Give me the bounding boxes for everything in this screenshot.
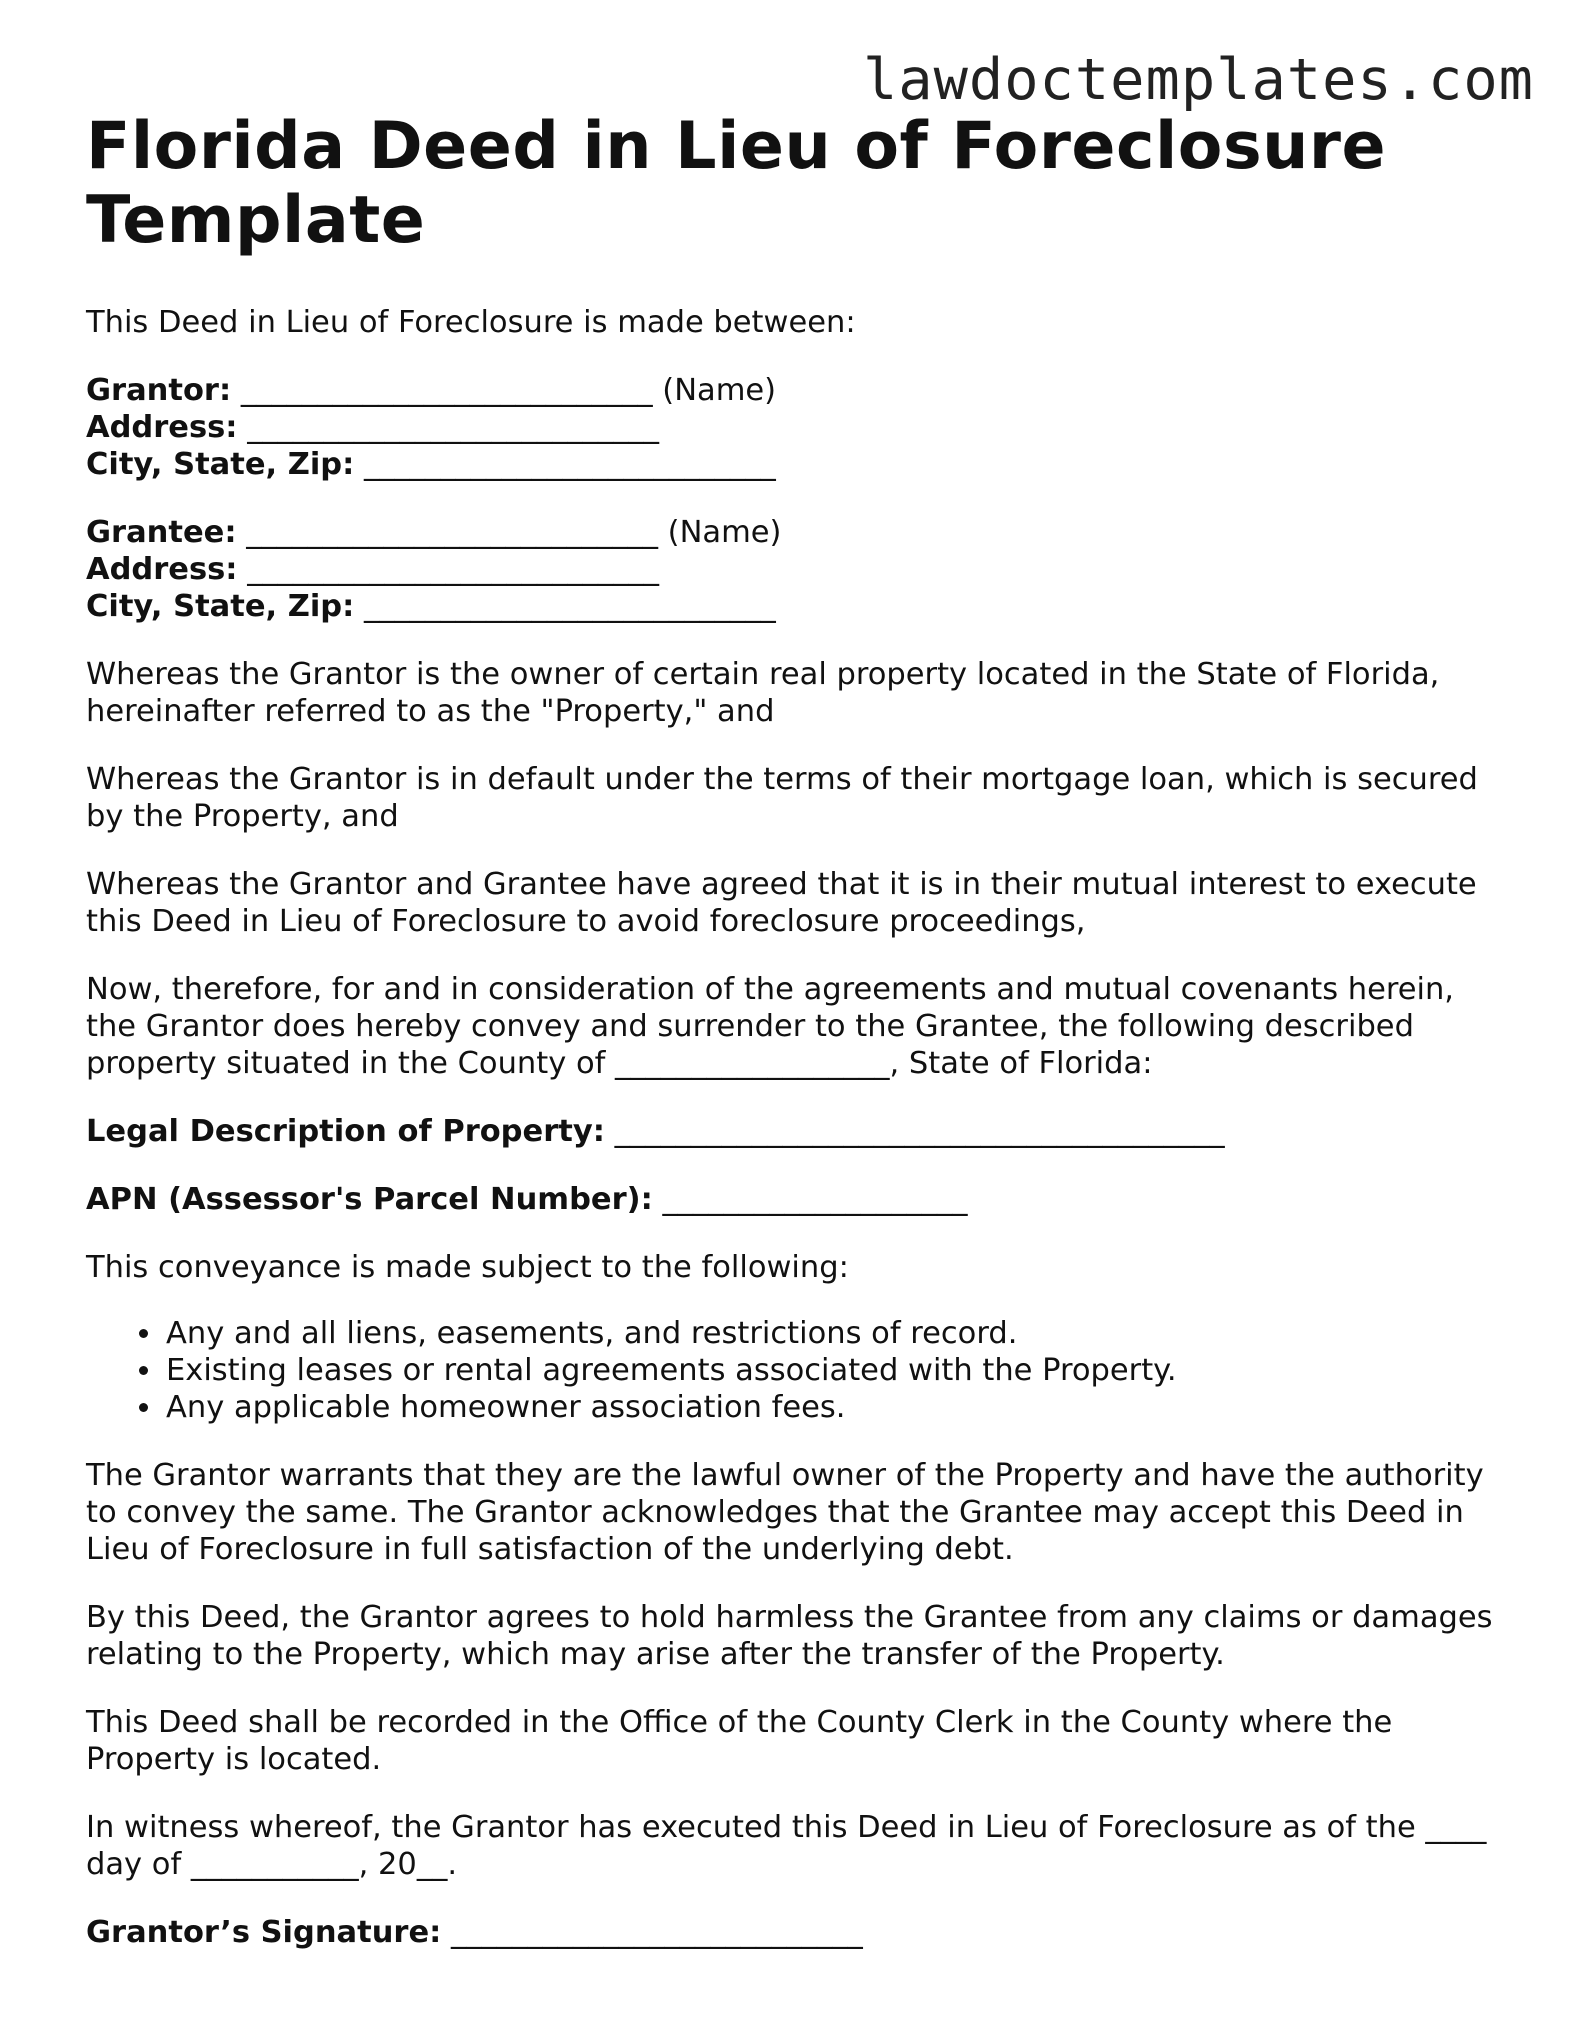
legal-description-label: Legal Description of Property: <box>86 1114 605 1149</box>
watermark-site-name: lawdoctemplates.com <box>862 47 1534 113</box>
apn-blank: ____________________ <box>652 1182 968 1217</box>
hold-harmless-paragraph: By this Deed, the Grantor agrees to hold harmless the Grantee from any claims or damages relating to the Property, which may arise after the transfer of the Property. <box>86 1600 1493 1672</box>
list-item: • Any and all liens, easements, and restrictions of record. <box>164 1315 1496 1352</box>
grantor-block <box>86 372 1496 483</box>
grantor-name-line <box>86 372 1496 409</box>
apn-line <box>86 1181 1496 1218</box>
list-item: • Any applicable homeowner association fees. <box>164 1389 1496 1426</box>
list-item: • Existing leases or rental agreements associated with the Property. <box>164 1352 1496 1389</box>
grantor-csz-line <box>86 446 1496 483</box>
legal-description-blank: ________________________________________ <box>604 1114 1225 1149</box>
signature-label: Grantor’s Signature: <box>86 1915 442 1950</box>
grantee-address-line <box>86 551 1496 588</box>
recording-paragraph: This Deed shall be recorded in the Office of the County Clerk in the County where the Property is located. <box>86 1705 1393 1777</box>
whereas-paragraph-2: Whereas the Grantor is in default under the terms of their mortgage loan, which is secured by the Property, and <box>86 762 1478 834</box>
whereas-paragraph-3: Whereas the Grantor and Grantee have agreed that it is in their mutual interest to execute this Deed in Lieu of Foreclosure to avoid foreclosure proceedings, <box>86 867 1477 939</box>
grantor-address-line <box>86 409 1496 446</box>
grantee-csz-blank: ___________________________ <box>354 589 776 624</box>
signature-blank: ___________________________ <box>441 1915 863 1950</box>
grantee-block <box>86 514 1496 625</box>
grantor-name-label: Grantor: <box>86 373 232 408</box>
witness-paragraph: In witness whereof, the Grantor has executed this Deed in Lieu of Foreclosure as of the ____ day of ___________, 20__. <box>86 1810 1487 1882</box>
grantor-csz-label: City, State, Zip: <box>86 447 355 482</box>
warranty-paragraph: The Grantor warrants that they are the lawful owner of the Property and have the authority to convey the same. The Grantor acknowledges that the Grantee may accept this Deed in Lieu of Foreclosure in full satisfaction of the underlying debt. <box>86 1458 1484 1567</box>
grantor-address-blank: ___________________________ <box>237 410 659 445</box>
grantor-name-blank: ___________________________ (Name) <box>231 373 777 408</box>
grantee-address-blank: ___________________________ <box>237 552 659 587</box>
subject-to-intro: This conveyance is made subject to the following: <box>86 1250 849 1285</box>
conveyance-paragraph: Now, therefore, for and in consideration of the agreements and mutual covenants herein, the Grantor does hereby convey and surrender to the Grantee, the following described property situated in the County of __________________, State of Florida: <box>86 972 1455 1081</box>
grantor-address-label: Address: <box>86 410 238 445</box>
intro-text: This Deed in Lieu of Foreclosure is made between: <box>86 305 856 340</box>
legal-description-line <box>86 1113 1496 1150</box>
document-page <box>86 110 1496 1951</box>
grantee-csz-line <box>86 588 1496 625</box>
document-title: Florida Deed in Lieu of Foreclosure Template <box>86 109 1387 258</box>
grantee-name-blank: ___________________________ (Name) <box>236 515 782 550</box>
grantee-name-line <box>86 514 1496 551</box>
whereas-paragraph-1: Whereas the Grantor is the owner of certain real property located in the State of Florida, hereinafter referred to as the "Property," and <box>86 657 1440 729</box>
signature-line <box>86 1914 1496 1951</box>
grantee-address-label: Address: <box>86 552 238 587</box>
grantor-csz-blank: ___________________________ <box>354 447 776 482</box>
apn-label: APN (Assessor's Parcel Number): <box>86 1182 653 1217</box>
subject-to-list <box>86 1315 1496 1426</box>
grantee-name-label: Grantee: <box>86 515 237 550</box>
grantee-csz-label: City, State, Zip: <box>86 589 355 624</box>
